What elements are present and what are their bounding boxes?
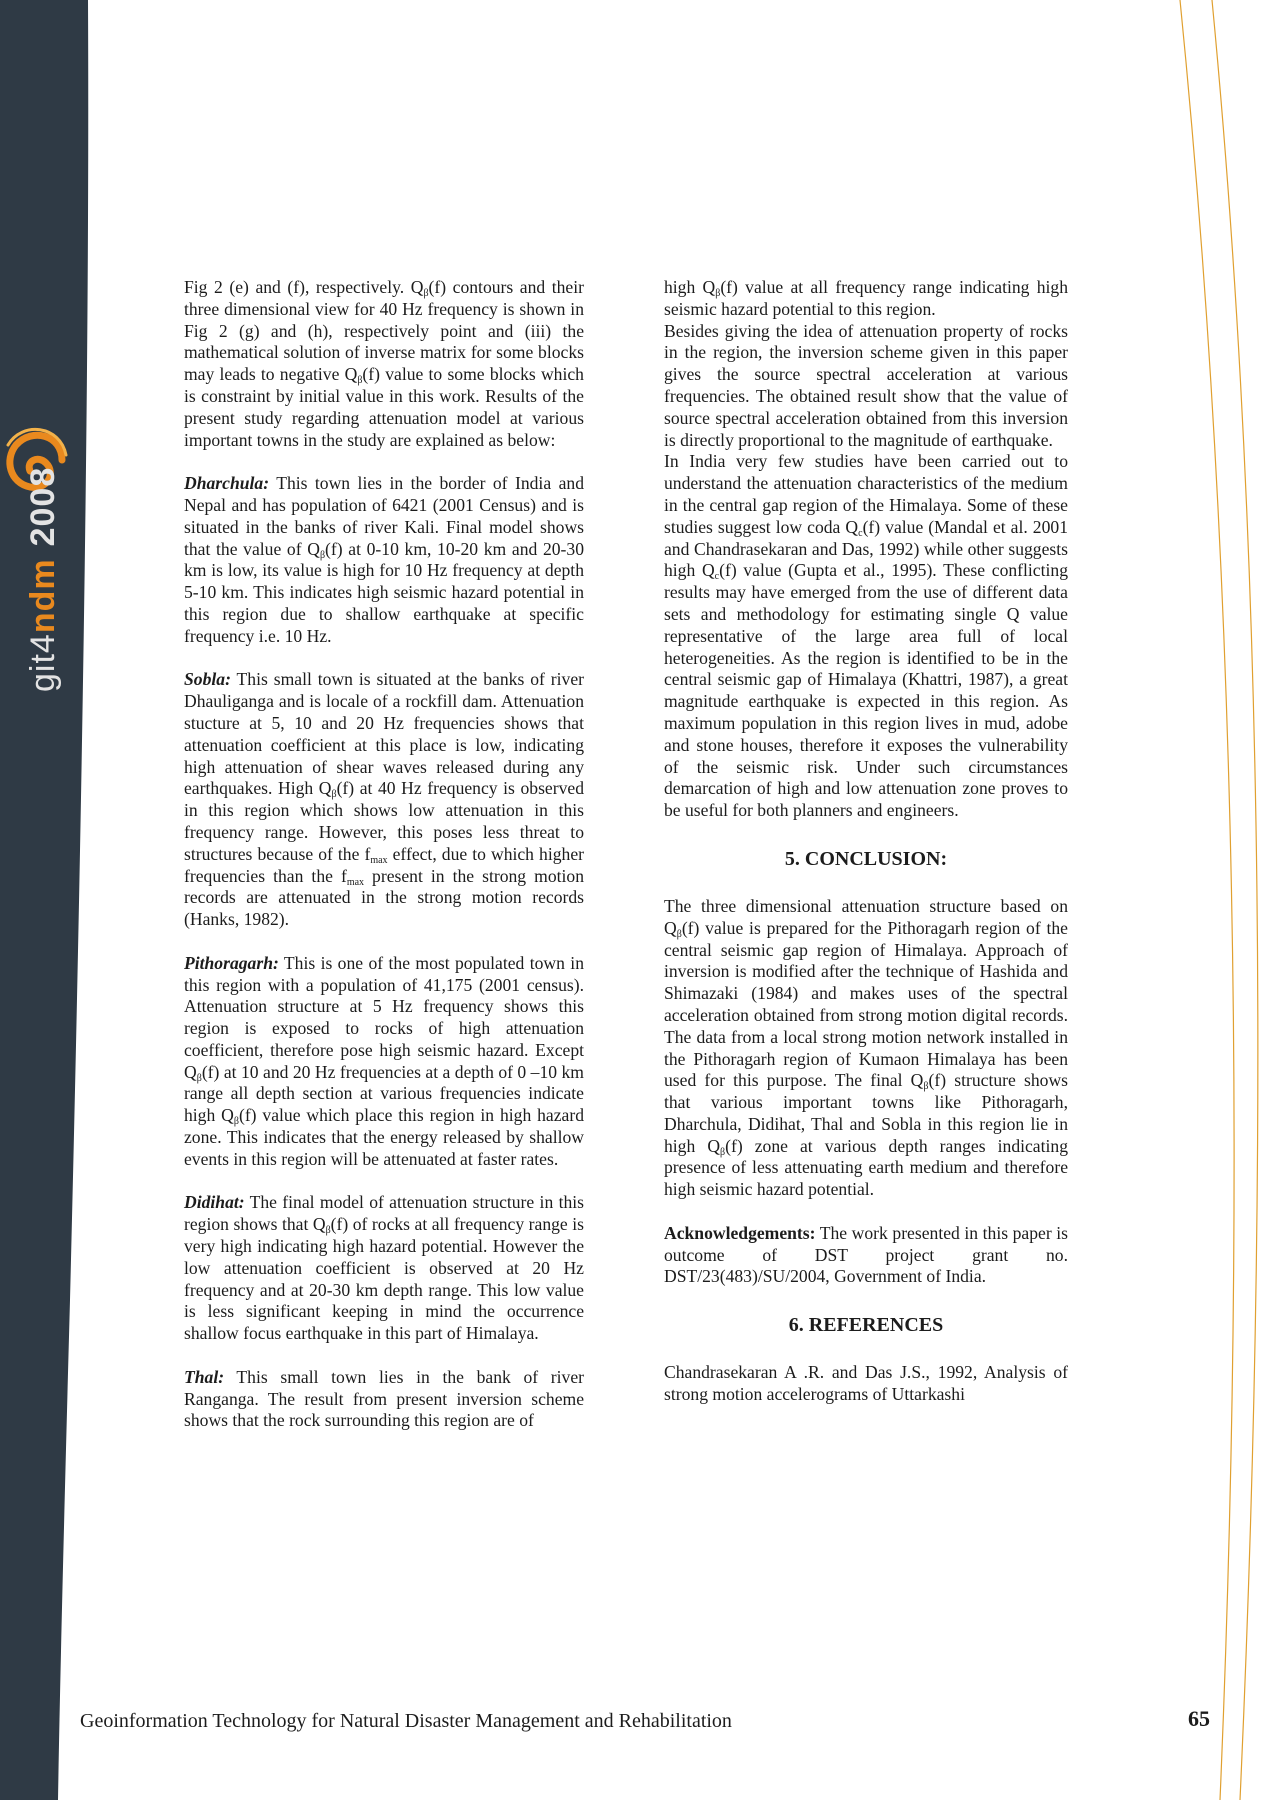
continuation-paragraph: high $Q_\beta(f)$ value at all frequency range indicating high seismic hazard potential to this region.: [664, 277, 1068, 319]
thal-paragraph: Thal: This small town lies in the bank of river Ranganga. The result from present inversion scheme shows that the rock surrounding this region are of: [184, 1366, 584, 1431]
dharchula-paragraph: Dharchula: This town lies in the border of India and Nepal and has population of 6421 (2001 Census) and is situated in the banks of river Kali. Final model shows that the value of $Q_\beta(f)$ at 0-10 km, 10-20 km and 20-30 km is low, its value is high for 10 Hz frequency at depth 5-10 km. This indicates high seismic hazard potential in this region due to shallow earthquake at specific frequency i.e. 10 Hz.: [184, 473, 584, 646]
left-column: [184, 277, 584, 1432]
pithoragarh-title: Pithoragarh:: [184, 952, 279, 973]
logo-suffix: ndm: [24, 558, 62, 634]
svg-text:git4ndm2008: [24, 467, 62, 692]
acknowledgements-title: Acknowledgements:: [664, 1222, 816, 1243]
logo-year: 2008: [24, 466, 62, 547]
footer-title: Geoinformation Technology for Natural Disaster Management and Rehabilitation: [80, 1710, 732, 1732]
right-column: [664, 277, 1068, 1406]
thal-title: Thal:: [184, 1366, 225, 1387]
page-number: 65: [1188, 1706, 1210, 1731]
acknowledgements-paragraph: Acknowledgements: The work presented in this paper is outcome of DST project grant no. DST/23(483)/SU/2004, Government of India.: [664, 1222, 1068, 1287]
conclusion-paragraph: The three dimensional attenuation structure based on $Q_\beta(f)$ value is prepared for the Pithoragarh region of the central seismic gap region of Himalaya. Approach of inversion is modified after the technique of Hashida and Shimazaki (1984) and makes uses of the spectral acceleration obtained from strong motion digital records. The data from a local strong motion network installed in the Pithoragarh region of Kumaon Himalaya has been used for this purpose. The final $Q_\beta(f)$ structure shows that various important towns like Pithoragarh, Dharchula, Didihat, Thal and Sobla in this region lie in high $Q_\beta(f)$ zone at various depth ranges indicating presence of less attenuating earth medium and therefore high seismic hazard potential.: [664, 895, 1068, 1200]
sidebar: [0, 0, 95, 1800]
references-heading: 6. REFERENCES: [788, 1314, 944, 1337]
india-studies-paragraph: In India very few studies have been carried out to understand the attenuation characteristics of the medium in the central gap region of the Himalaya. Some of these studies suggest low coda $Q_c(f)$ value (Mandal et al. 2001 and Chandrasekaran and Das, 1992) while other suggests high $Q_c(f)$ value (Gupta et al., 1995). These conflicting results may have emerged from the use of different data sets and methodology for estimating single Q value representative of the large area full of local heterogeneities. As the region is identified to be in the central seismic gap of Himalaya (Khattri, 1987), a great magnitude earthquake is expected in this region. As maximum population in this region lives in mud, adobe and stone houses, therefore it exposes the vulnerability of the seismic risk. Under such circumstances demarcation of high and low attenuation zone proves to be useful for both planners and engineers.: [664, 451, 1068, 821]
reference-item: Chandrasekaran A .R. and Das J.S., 1992, Analysis of strong motion accelerograms of Uttarkashi: [664, 1362, 1068, 1405]
page-edge-decoration: [1150, 0, 1273, 1800]
didihat-title: Didihat:: [184, 1192, 245, 1213]
pithoragarh-paragraph: Pithoragarh: This is one of the most populated town in this region with a population of 41,175 (2001 census). Attenuation structure at 5 Hz frequency shows this region is exposed to rocks of high attenuation coefficient, therefore pose high seismic hazard. Except $Q_\beta(f)$ at 10 and 20 Hz frequencies at a depth of 0 –10 km range all depth section at various frequencies indicate high $Q_\beta(f)$ value which place this region in high hazard zone. This indicates that the energy released by shallow events in this region will be attenuated at faster rates.: [184, 952, 584, 1169]
sobla-paragraph: Sobla: This small town is situated at the banks of river Dhauliganga and is locale of a rockfill dam. Attenuation stucture at 5, 10 and 20 Hz frequencies shows that attenuation coefficient at this place is low, indicating high attenuation of shear waves released during any earthquakes. High $Q_\beta(f)$ at 40 Hz frequency is observed in this region which shows low attenuation in this frequency range. However, this poses less threat to structures because of the $f_{max}$ effect, due to which higher frequencies than the $f_{max}$ present in the strong motion records are attenuated in the strong motion records (Hanks, 1982).: [184, 669, 584, 930]
conclusion-heading: 5. CONCLUSION:: [784, 847, 948, 870]
inversion-paragraph: Besides giving the idea of attenuation property of rocks in the region, the inversion scheme given in this paper gives the source spectral acceleration at various frequencies. The obtained result show that the value of source spectral acceleration obtained from this inversion is directly proportional to the magnitude of earthquake.: [664, 320, 1068, 450]
logo-prefix: git4: [24, 633, 62, 692]
intro-paragraph: Fig 2 (e) and (f), respectively. $Q_\beta(f)$ contours and their three dimensional view for 40 Hz frequency is shown in Fig 2 (g) and (h), respectively point and (iii) the mathematical solution of inverse matrix for some blocks may leads to negative $Q_\beta(f)$ value to some blocks which is constraint by initial value in this work. Results of the present study regarding attenuation model at various important towns in the study are explained as below:: [184, 277, 584, 450]
dharchula-title: Dharchula:: [184, 473, 270, 494]
didihat-paragraph: Didihat: The final model of attenuation structure in this region shows that $Q_\beta(f)$ of rocks at all frequency range is very high indicating high hazard potential. However the low attenuation coefficient is observed at 20 Hz frequency and at 20-30 km depth range. This low value is less significant keeping in mind the occurrence shallow focus earthquake in this part of Himalaya.: [184, 1192, 584, 1344]
logo-wordmark: [14, 420, 74, 700]
sidebar-band: [0, 0, 95, 1800]
sobla-title: Sobla:: [184, 669, 231, 690]
